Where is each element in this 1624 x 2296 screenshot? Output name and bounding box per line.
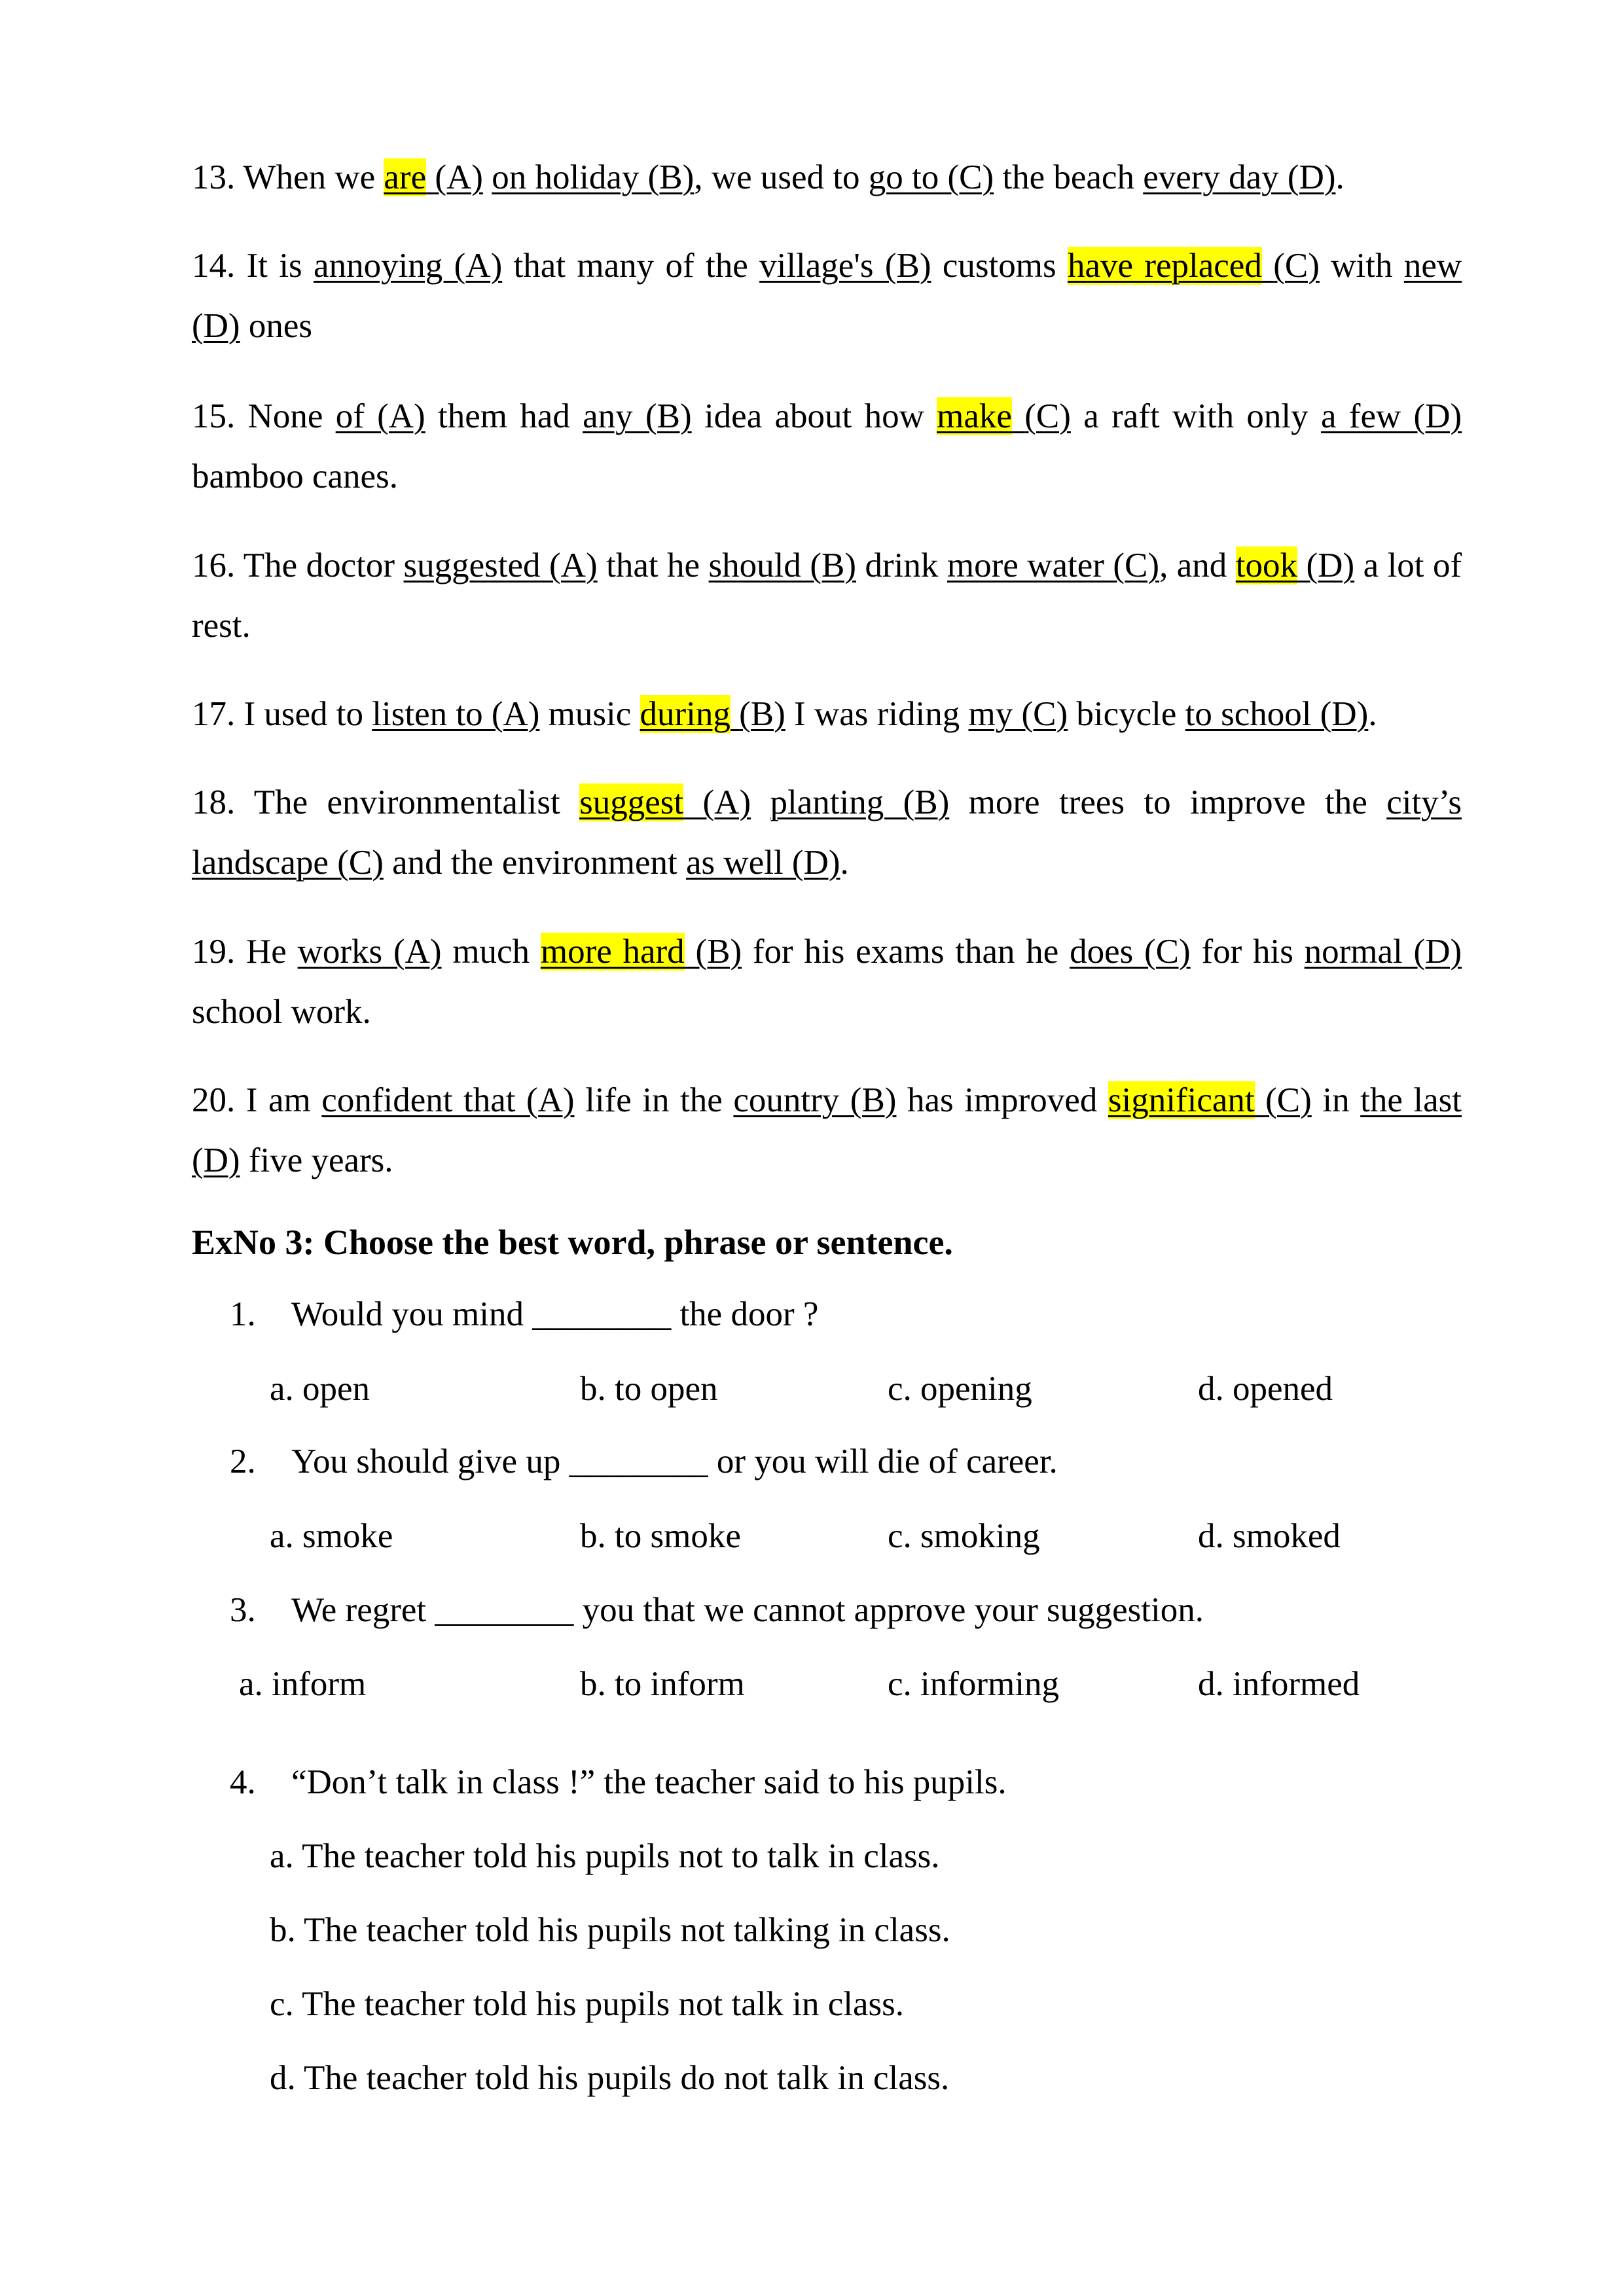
highlighted-answer: took <box>1235 547 1298 584</box>
mc-question-1 <box>230 1288 818 1340</box>
question-18 <box>192 772 1462 893</box>
underlined-option-a: of (A) <box>335 397 425 435</box>
question-text: for his exams than he <box>752 933 1059 971</box>
underlined-option-d: to school (D) <box>1185 695 1369 733</box>
question-number: 3. <box>230 1591 256 1629</box>
question-text: . <box>1368 695 1377 733</box>
highlighted-answer: suggest <box>579 783 684 821</box>
mc-question-2 <box>230 1435 1058 1488</box>
underlined-option-d: new (D) <box>192 247 1462 345</box>
question-text: that many of the <box>513 247 748 285</box>
underlined-option-d: every day (D) <box>1143 158 1336 196</box>
question-number: 20. <box>192 1081 236 1119</box>
question-20 <box>192 1070 1462 1191</box>
question-text: drink <box>865 547 939 584</box>
question-number: 16. <box>192 547 236 584</box>
question-stem: “Don’t talk in class !” the teacher said to his pupils. <box>291 1763 1007 1801</box>
underlined-option-b: any (B) <box>583 397 692 435</box>
underlined-option-b: country (B) <box>733 1081 897 1119</box>
underlined-option-b: should (B) <box>708 547 857 584</box>
question-text: . <box>840 844 849 882</box>
question-text: idea about how <box>704 397 924 435</box>
question-text: the beach <box>1002 158 1134 196</box>
question-number: 13. <box>192 158 236 196</box>
question-text: with <box>1331 247 1393 285</box>
option-d: d. The teacher told his pupils do not talk in class. <box>270 2059 950 2097</box>
option-b: b. to inform <box>580 1665 745 1703</box>
highlighted-answer: make <box>937 397 1012 435</box>
question-stem: You should give up ________ or you will die of career. <box>291 1443 1058 1480</box>
question-text: , and <box>1159 547 1227 584</box>
question-number: 14. <box>192 247 236 285</box>
option-label: (A) <box>435 158 483 196</box>
question-text: a lot of rest. <box>192 547 1462 645</box>
question-text: music <box>548 695 632 733</box>
underlined-option-b: village's (B) <box>759 247 931 285</box>
question-text: school work. <box>192 993 371 1031</box>
underlined-option-a: suggested (A) <box>403 547 598 584</box>
exercise-heading: ExNo 3: Choose the best word, phrase or sentence. <box>192 1223 953 1262</box>
underlined-option-a: listen to (A) <box>372 695 540 733</box>
question-text: much <box>452 933 530 971</box>
option-d: d. informed <box>1198 1665 1360 1703</box>
underlined-option-a: works (A) <box>297 933 442 971</box>
question-number: 1. <box>230 1295 256 1333</box>
question-19 <box>192 922 1462 1042</box>
question-text: . <box>1335 158 1344 196</box>
underlined-option-b: on holiday (B) <box>492 158 695 196</box>
option-d: d. smoked <box>1198 1517 1341 1555</box>
highlighted-answer: during <box>640 695 731 733</box>
question-text: The environmentalist <box>253 783 560 821</box>
question-number: 2. <box>230 1443 256 1480</box>
underlined-option-a: confident that (A) <box>321 1081 575 1119</box>
option-b: b. to open <box>580 1370 718 1408</box>
underlined-option-d: as well (D) <box>686 844 840 882</box>
underlined-option-c: go to (C) <box>868 158 994 196</box>
underlined-option-d: a few (D) <box>1320 397 1462 435</box>
option-label: (C) <box>1024 397 1071 435</box>
question-text: ones <box>248 307 312 345</box>
option-c: c. smoking <box>888 1517 1040 1555</box>
question-text: When we <box>243 158 376 196</box>
option-c: c. informing <box>888 1665 1059 1703</box>
question-stem: We regret ________ you that we cannot approve your suggestion. <box>291 1591 1204 1629</box>
question-text: and the environment <box>392 844 677 882</box>
option-label: (D) <box>1306 547 1355 584</box>
question-text: five years. <box>248 1141 393 1179</box>
underlined-option-d: the last (D) <box>192 1081 1462 1179</box>
question-text: bamboo canes. <box>192 457 398 495</box>
question-stem: Would you mind ________ the door ? <box>291 1295 819 1333</box>
question-text: bicycle <box>1076 695 1177 733</box>
underlined-option-c: my (C) <box>968 695 1068 733</box>
option-a: a. open <box>270 1370 370 1408</box>
question-text: I was riding <box>794 695 960 733</box>
question-15 <box>192 386 1462 507</box>
underlined-option-a: annoying (A) <box>314 247 503 285</box>
question-text: The doctor <box>243 547 395 584</box>
question-number: 19. <box>192 933 236 971</box>
option-label: (C) <box>1265 1081 1312 1119</box>
highlighted-answer: are <box>384 158 427 196</box>
question-text: them had <box>438 397 570 435</box>
underlined-option-d: normal (D) <box>1304 933 1462 971</box>
mc-question-4 <box>230 1756 1007 1808</box>
underlined-option-c: more water (C) <box>947 547 1160 584</box>
question-13 <box>192 147 1462 207</box>
question-text: I used to <box>244 695 364 733</box>
option-b: b. to smoke <box>580 1517 741 1555</box>
question-text: He <box>246 933 287 971</box>
option-c: c. The teacher told his pupils not talk in class. <box>270 1985 905 2023</box>
option-c: c. opening <box>888 1370 1032 1408</box>
question-text: life in the <box>585 1081 723 1119</box>
question-text: , we used to <box>694 158 860 196</box>
question-text: I am <box>245 1081 311 1119</box>
option-label: (A) <box>702 783 751 821</box>
question-number: 4. <box>230 1763 256 1801</box>
question-text: It is <box>246 247 302 285</box>
underlined-option-c: does (C) <box>1070 933 1191 971</box>
option-a: a. inform <box>239 1665 367 1703</box>
option-label: (B) <box>739 695 785 733</box>
option-a: a. smoke <box>270 1517 393 1555</box>
underlined-option-b: planting (B) <box>770 783 950 821</box>
highlighted-answer: more hard <box>540 933 685 971</box>
question-text: has improved <box>907 1081 1098 1119</box>
question-text: customs <box>942 247 1056 285</box>
question-text: more trees to improve the <box>968 783 1367 821</box>
option-a: a. The teacher told his pupils not to talk in class. <box>270 1837 940 1875</box>
highlighted-answer: significant <box>1108 1081 1255 1119</box>
question-17 <box>192 684 1462 744</box>
question-text: that he <box>606 547 700 584</box>
question-text: in <box>1322 1081 1350 1119</box>
option-label: (B) <box>695 933 742 971</box>
highlighted-answer: have replaced <box>1067 247 1262 285</box>
question-text: for his <box>1201 933 1293 971</box>
question-text: None <box>247 397 323 435</box>
question-number: 15. <box>192 397 236 435</box>
question-number: 18. <box>192 783 236 821</box>
option-d: d. opened <box>1198 1370 1333 1408</box>
underlined-option-c: city’s landscape (C) <box>192 783 1462 882</box>
question-text: a raft with only <box>1083 397 1308 435</box>
option-label: (C) <box>1273 247 1320 285</box>
question-16 <box>192 535 1462 656</box>
question-14 <box>192 236 1462 356</box>
question-number: 17. <box>192 695 236 733</box>
mc-question-3 <box>230 1584 1204 1636</box>
option-b: b. The teacher told his pupils not talking in class. <box>270 1911 950 1949</box>
